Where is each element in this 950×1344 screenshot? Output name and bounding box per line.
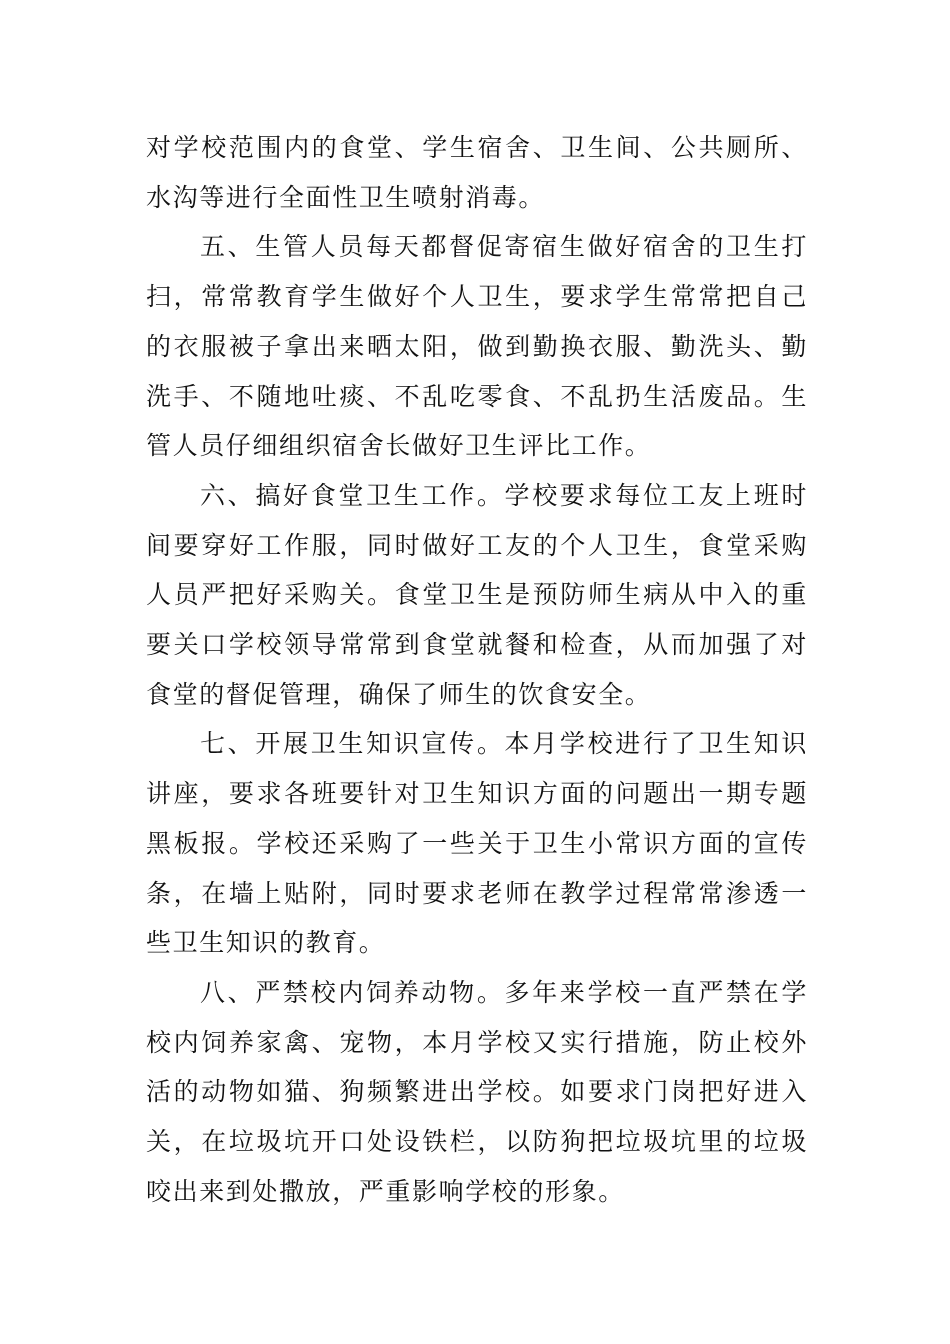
paragraph-continuation: 对学校范围内的食堂、学生宿舍、卫生间、公共厕所、水沟等进行全面性卫生喷射消毒。 (146, 133, 808, 212)
paragraph-item-8: 八、严禁校内饲养动物。多年来学校一直严禁在学校内饲养家禽、宠物，本月学校又实行措施，防止校外活的动物如猫、狗频繁进出学校。如要求门岗把好进入关，在垃圾坑开口处设铁栏，以防狗把垃圾坑里的垃圾咬出来到处撒放，严重影响学校的形象。 (146, 977, 808, 1206)
paragraph-item-6: 六、搞好食堂卫生工作。学校要求每位工友上班时间要穿好工作服，同时做好工友的个人卫生，食堂采购人员严把好采购关。食堂卫生是预防师生病从中入的重要关口学校领导常常到食堂就餐和检查，从而加强了对食堂的督促管理，确保了师生的饮食安全。 (146, 480, 808, 709)
document-body (146, 123, 808, 1216)
paragraph-item-7: 七、开展卫生知识宣传。本月学校进行了卫生知识讲座，要求各班要针对卫生知识方面的问题出一期专题黑板报。学校还采购了一些关于卫生小常识方面的宣传条，在墙上贴附，同时要求老师在教学过程常常渗透一些卫生知识的教育。 (146, 729, 808, 958)
paragraph-item-5: 五、生管人员每天都督促寄宿生做好宿舍的卫生打扫，常常教育学生做好个人卫生，要求学生常常把自己的衣服被子拿出来晒太阳，做到勤换衣服、勤洗头、勤洗手、不随地吐痰、不乱吃零食、不乱扔生活废品。生管人员仔细组织宿舍长做好卫生评比工作。 (146, 232, 808, 461)
